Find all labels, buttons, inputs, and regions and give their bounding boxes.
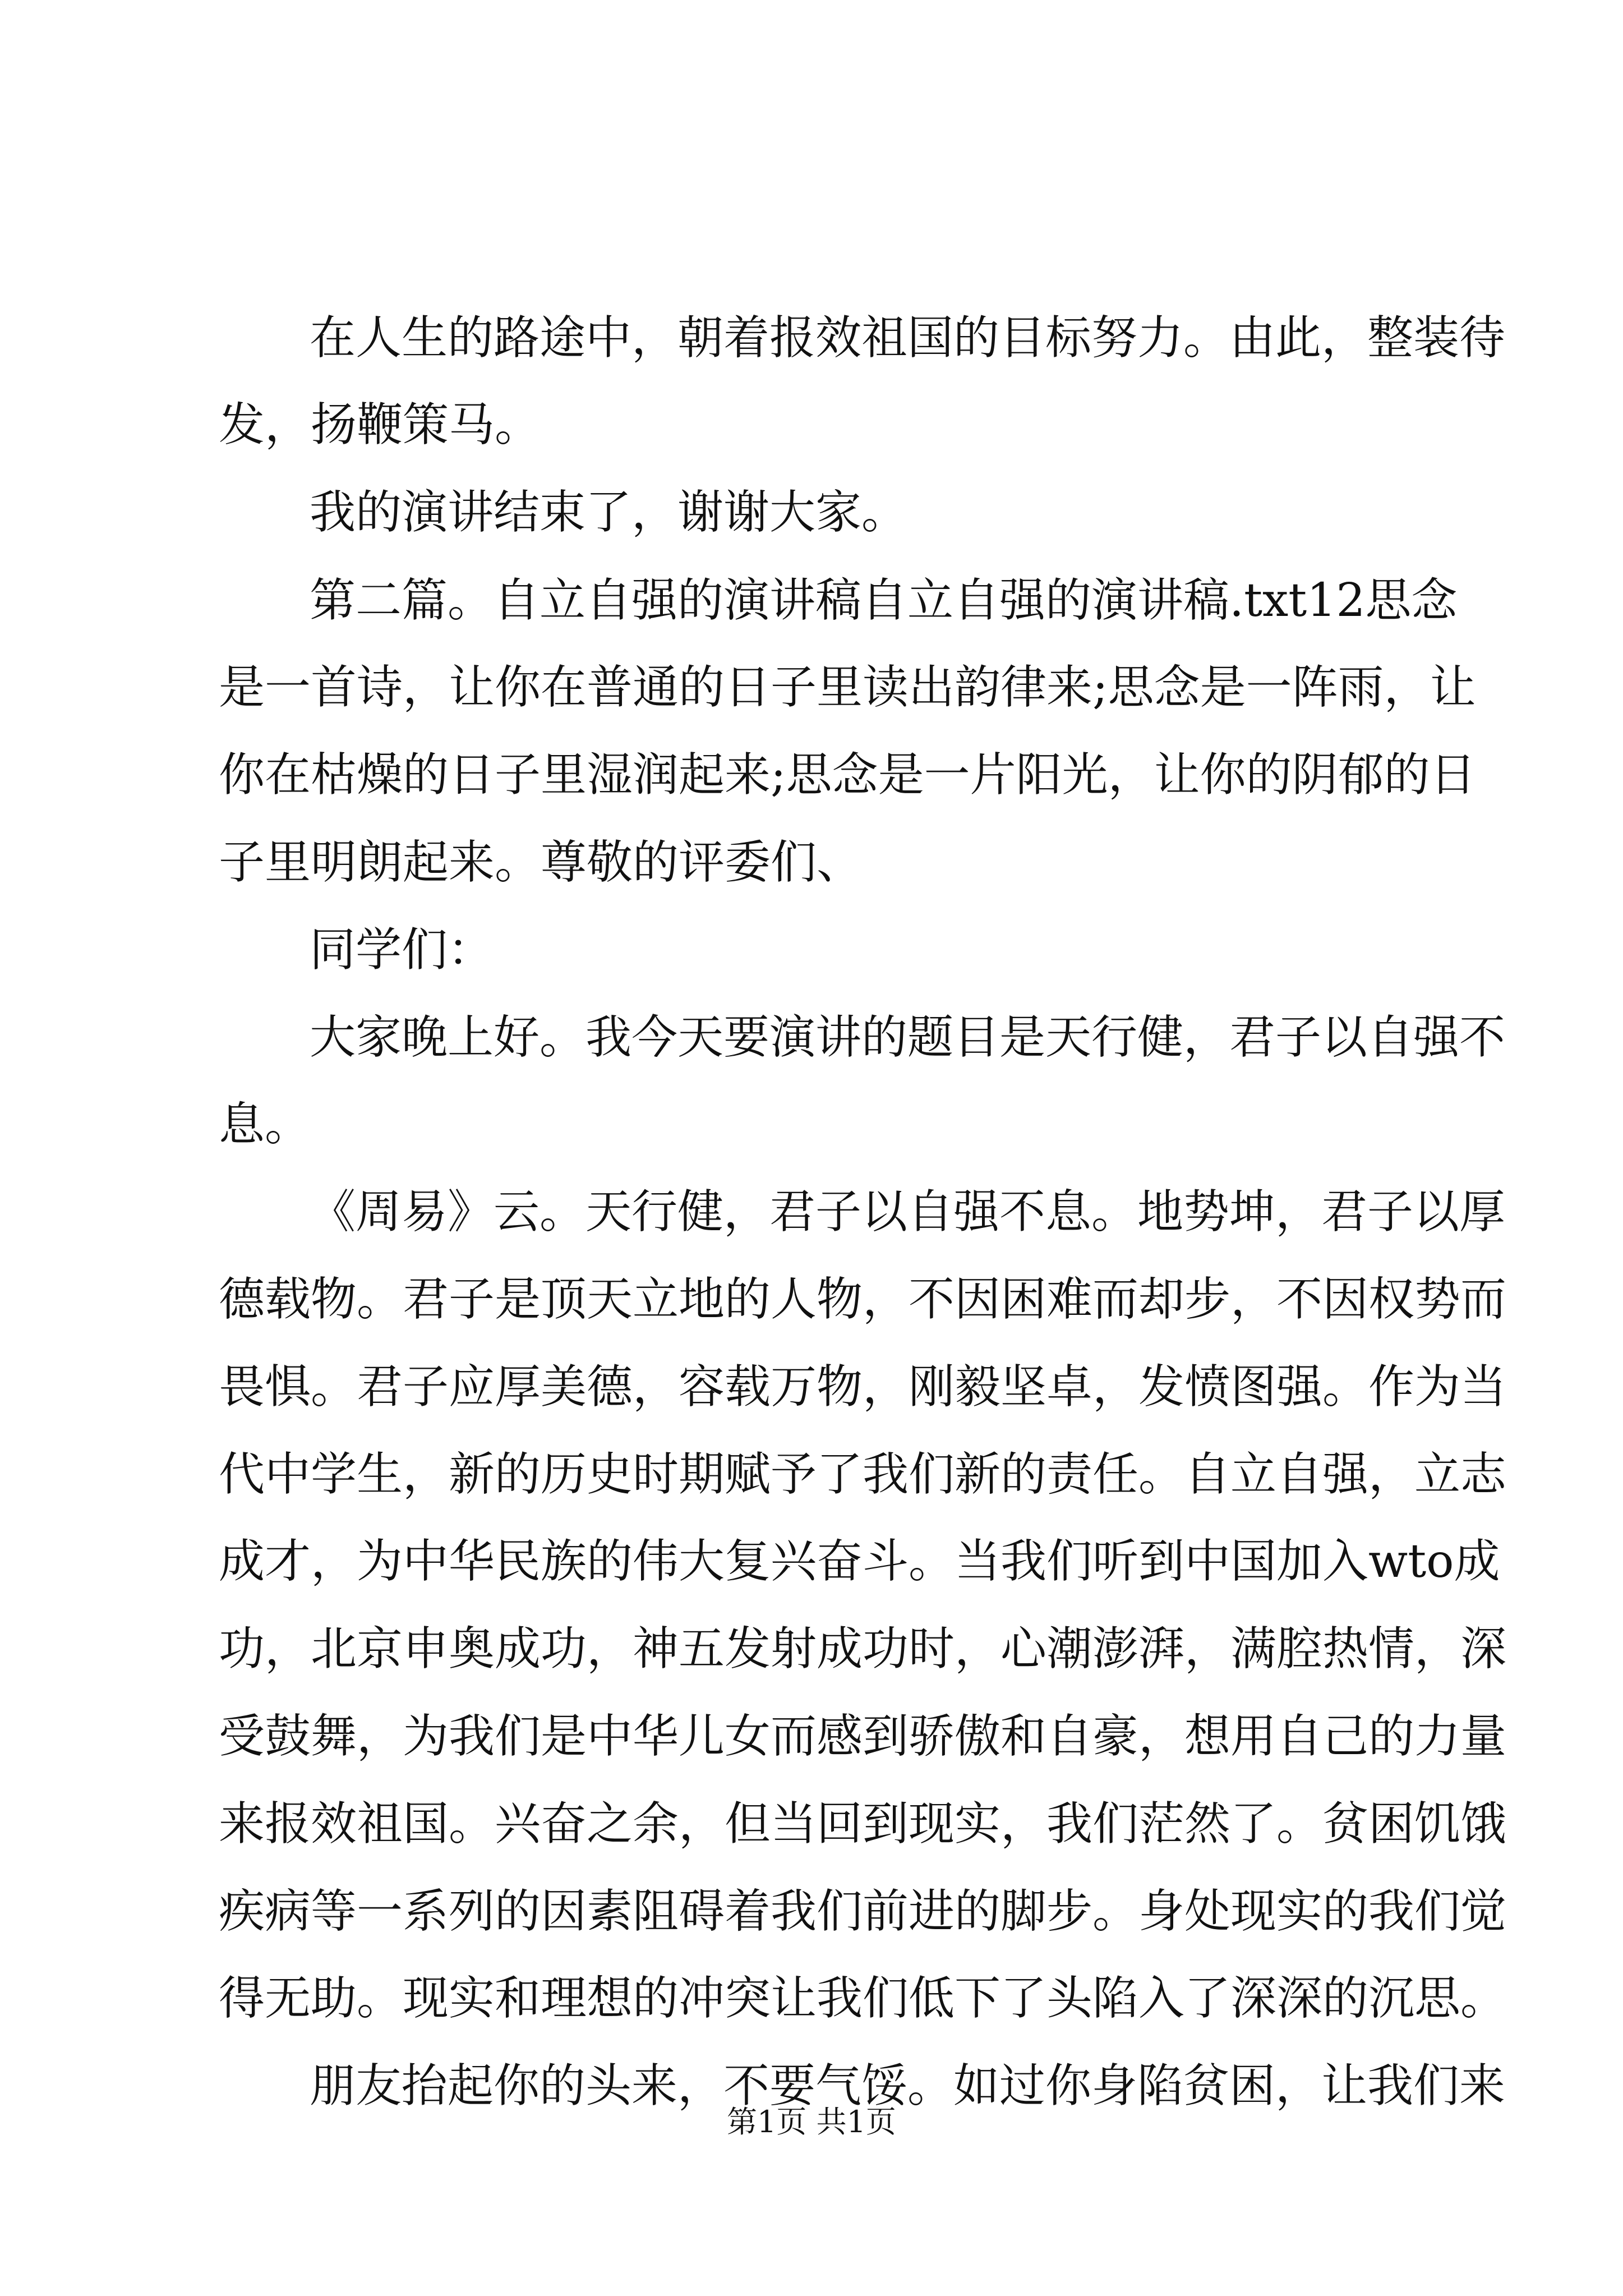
text-line: 你在枯燥的日子里湿润起来;思念是一片阳光，让你的阴郁的日 — [219, 748, 1476, 802]
text-line: 子里明朗起来。尊敬的评委们、 — [219, 836, 863, 889]
text-line: 第二篇。自立自强的演讲稿自立自强的演讲稿.txt12思念 — [310, 574, 1458, 627]
text-line: 德载物。君子是顶天立地的人物，不因困难而却步，不因权势而 — [219, 1273, 1507, 1326]
page-number-footer: 第1页 共1页 — [727, 2104, 896, 2139]
text-line: 受鼓舞，为我们是中华儿女而感到骄傲和自豪，想用自己的力量 — [219, 1710, 1507, 1763]
text-line: 同学们： — [310, 923, 494, 977]
text-line: 来报效祖国。兴奋之余，但当回到现实，我们茫然了。贫困饥饿 — [219, 1797, 1507, 1851]
text-line: 我的演讲结束了，谢谢大家。 — [310, 486, 908, 539]
text-line: 是一首诗，让你在普通的日子里读出韵律来;思念是一阵雨，让 — [219, 661, 1476, 714]
text-line: 功，北京申奥成功，神五发射成功时，心潮澎湃，满腔热情，深 — [219, 1622, 1507, 1676]
text-line: 《周易》云。天行健，君子以自强不息。地势坤，君子以厚 — [310, 1185, 1506, 1239]
text-line: 大家晚上好。我今天要演讲的题目是天行健，君子以自强不 — [310, 1011, 1506, 1064]
text-line: 代中学生，新的历史时期赋予了我们新的责任。自立自强，立志 — [219, 1448, 1507, 1501]
text-line: 在人生的路途中，朝着报效祖国的目标努力。由此，整装待 — [310, 311, 1506, 365]
text-line: 畏惧。君子应厚美德，容载万物，刚毅坚卓，发愤图强。作为当 — [219, 1360, 1507, 1414]
text-line: 得无助。现实和理想的冲突让我们低下了头陷入了深深的沉思。 — [219, 1972, 1507, 2025]
text-line: 疾病等一系列的因素阻碍着我们前进的脚步。身处现实的我们觉 — [219, 1885, 1507, 1938]
text-line: 朋友抬起你的头来，不要气馁。如过你身陷贫困，让我们来 — [310, 2059, 1506, 2113]
text-line: 发，扬鞭策马。 — [219, 398, 541, 452]
text-line: 息。 — [219, 1098, 311, 1151]
text-line: 成才，为中华民族的伟大复兴奋斗。当我们听到中国加入wto成 — [219, 1535, 1500, 1588]
